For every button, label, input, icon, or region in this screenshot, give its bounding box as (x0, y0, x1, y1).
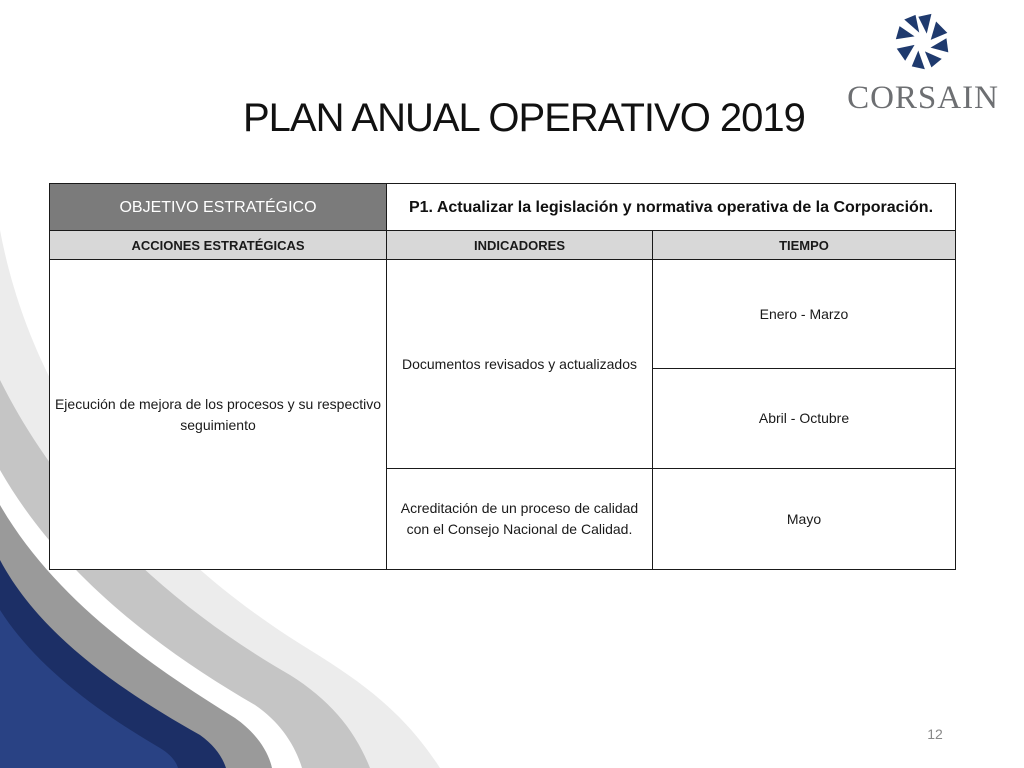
objective-row (50, 184, 956, 231)
table-row (50, 260, 956, 369)
time-header: TIEMPO (653, 231, 956, 260)
logo-text: CORSAIN (847, 80, 999, 116)
corsain-star-logo-icon (893, 10, 953, 74)
objective-value-cell: P1. Actualizar la legislación y normativa operativa de la Corporación. (387, 184, 956, 231)
page-title: PLAN ANUAL OPERATIVO 2019 (243, 96, 805, 140)
indicators-header: INDICADORES (387, 231, 653, 260)
page-number: 12 (927, 726, 943, 742)
indicator-cell: Acreditación de un proceso de calidad con el Consejo Nacional de Calidad. (387, 469, 653, 570)
time-cell: Abril - Octubre (653, 369, 956, 469)
time-cell: Enero - Marzo (653, 260, 956, 369)
actions-header: ACCIONES ESTRATÉGICAS (50, 231, 387, 260)
column-header-row (50, 231, 956, 260)
objective-label-cell: OBJETIVO ESTRATÉGICO (50, 184, 387, 231)
operating-plan-table (49, 183, 956, 570)
corsain-logo (838, 10, 1008, 120)
time-cell: Mayo (653, 469, 956, 570)
indicator-cell: Documentos revisados y actualizados (387, 260, 653, 469)
action-cell: Ejecución de mejora de los procesos y su respectivo seguimiento (50, 260, 387, 570)
